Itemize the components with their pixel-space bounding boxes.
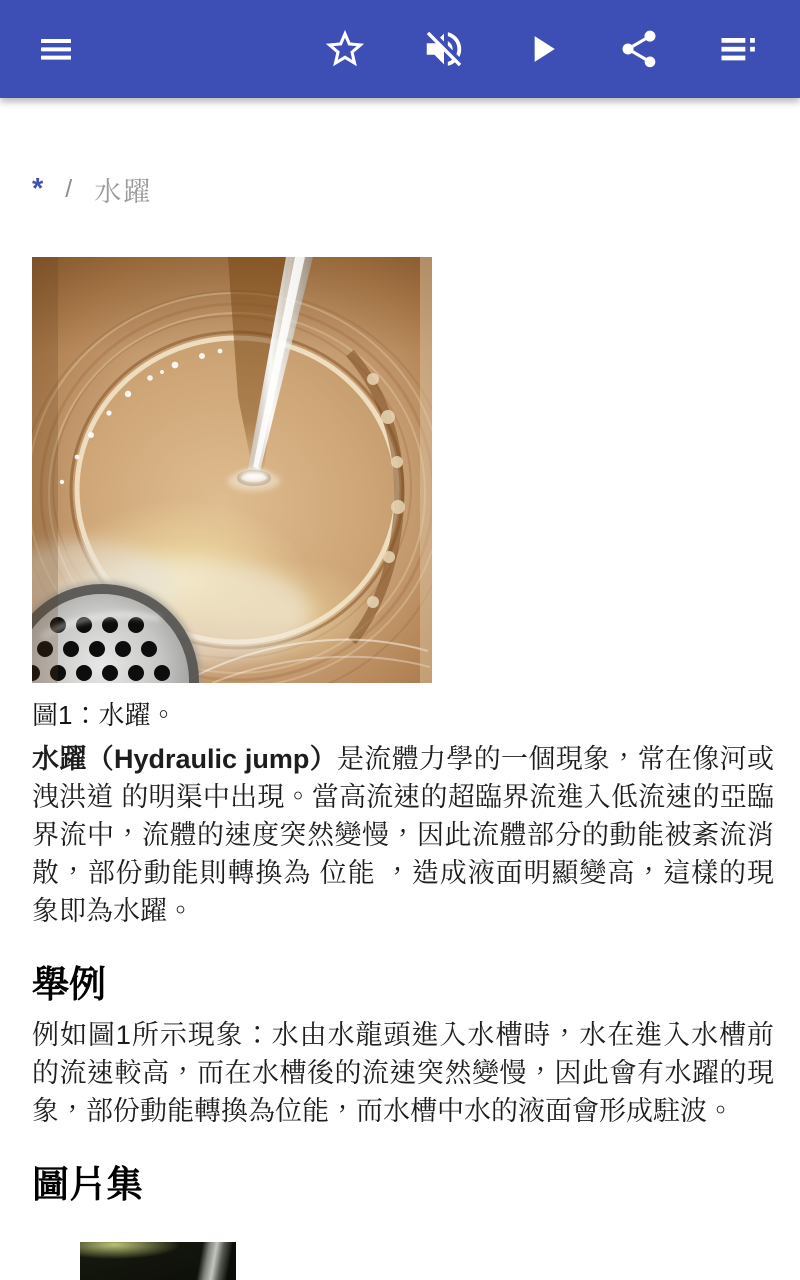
intro-text: 是流體力學的一個現象，常在像河或 洩洪道 的明渠中出現。當高流速的超臨界流進入低流速的亞臨界流中，流體的速度突然變慢，因此流體部分的動能被紊流消散，部份動能則轉換為 位能 ，造成液面明顯變高，這樣的現象即為水躍。	[32, 744, 775, 926]
breadcrumb-current-page: 水躍	[94, 177, 153, 207]
menu-icon	[33, 29, 79, 69]
figure1-caption: 圖1：水躍。	[32, 700, 177, 730]
article-term-english: （Hydraulic jump）	[86, 744, 338, 774]
breadcrumb-home-link[interactable]: *	[32, 173, 44, 205]
toc-button[interactable]	[714, 27, 762, 71]
menu-button[interactable]	[33, 29, 79, 69]
toc-icon	[714, 27, 762, 71]
intro-paragraph	[32, 740, 774, 930]
share-icon	[617, 27, 661, 71]
section-heading-examples: 舉例	[32, 964, 106, 1005]
section-heading-gallery: 圖片集	[32, 1164, 143, 1205]
play-icon	[520, 27, 564, 71]
sink-photo-art	[32, 257, 432, 683]
play-button[interactable]	[520, 27, 564, 71]
share-button[interactable]	[617, 27, 661, 71]
article-term: 水躍	[32, 744, 87, 774]
mute-button[interactable]	[421, 26, 467, 72]
appbar-actions	[322, 26, 762, 72]
breadcrumb-separator: /	[65, 175, 73, 203]
figure1-image[interactable]	[32, 257, 432, 683]
star-outline-icon	[322, 26, 368, 72]
app-bar	[0, 0, 800, 98]
gallery-thumbnail-1[interactable]	[80, 1242, 236, 1280]
examples-paragraph: 例如圖1所示現象：水由水龍頭進入水槽時，水在進入水槽前的流速較高，而在水槽後的流速突然變慢，因此會有水躍的現象，部份動能轉換為位能，而水槽中水的液面會形成駐波。	[32, 1020, 774, 1126]
figure1	[32, 257, 432, 732]
favorite-button[interactable]	[322, 26, 368, 72]
breadcrumb	[32, 170, 774, 209]
volume-off-icon	[421, 26, 467, 72]
article-page	[0, 98, 800, 1280]
gallery	[32, 1242, 774, 1280]
